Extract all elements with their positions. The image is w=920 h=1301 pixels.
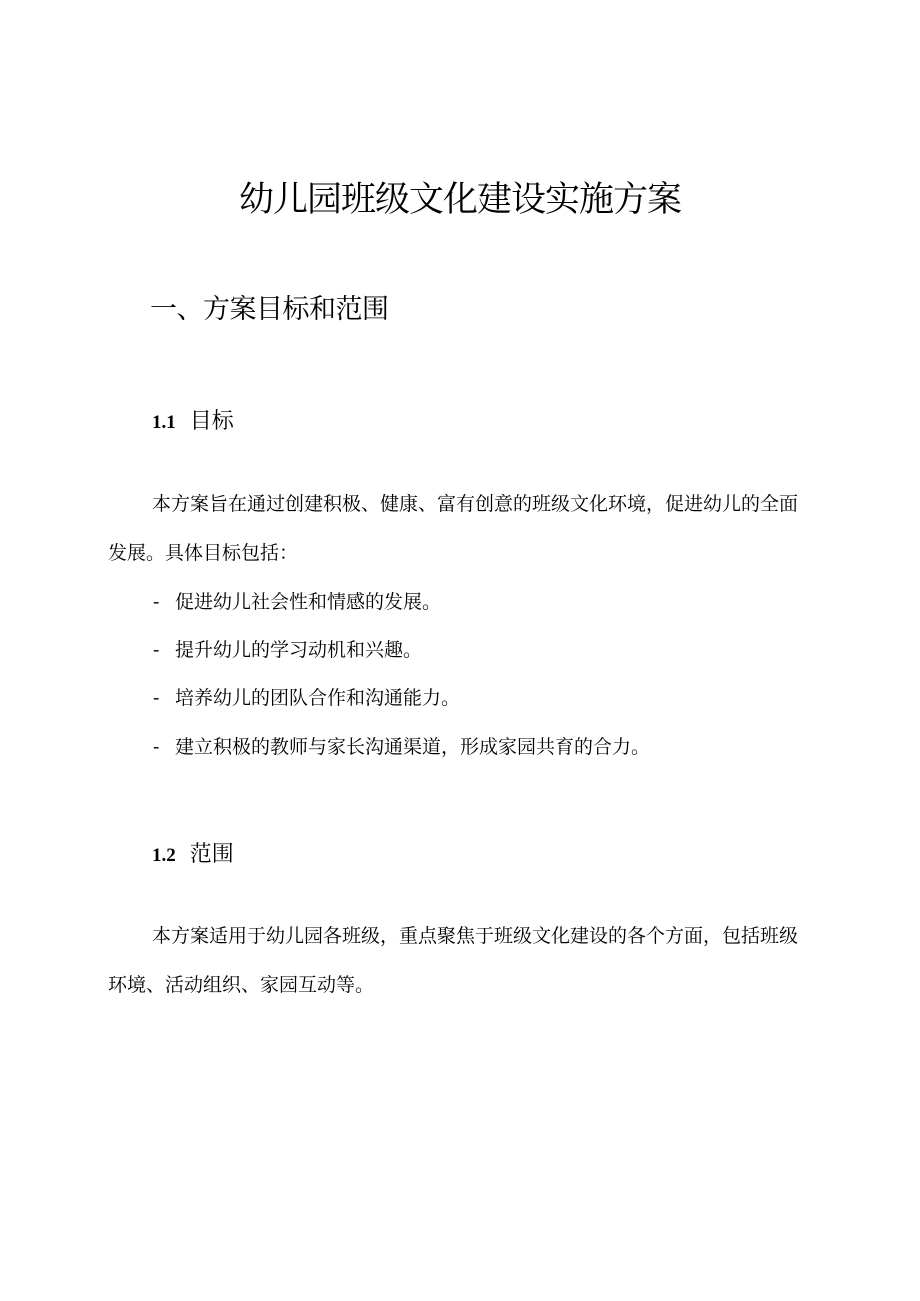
- bullet-marker: -: [153, 687, 160, 709]
- scope-paragraph: 本方案适用于幼儿园各班级，重点聚焦于班级文化建设的各个方面，包括班级环境、活动组织、家园互动等。: [108, 925, 799, 996]
- goal-bullet: [153, 634, 422, 666]
- bullet-marker: -: [153, 591, 160, 613]
- subsection-heading-goals: [152, 406, 234, 439]
- subsection-label: 范围: [189, 842, 234, 867]
- goal-bullet: [153, 586, 441, 618]
- goal-bullet-text: 促进幼儿社会性和情感的发展。: [175, 591, 442, 613]
- goal-bullet: [153, 682, 460, 714]
- subsection-number: 1.2: [152, 845, 176, 866]
- subsection-number: 1.1: [152, 412, 176, 433]
- bullet-marker: -: [153, 736, 160, 758]
- goal-bullet: [153, 731, 650, 763]
- subsection-label: 目标: [189, 409, 234, 434]
- goals-intro-paragraph: 本方案旨在通过创建积极、健康、富有创意的班级文化环境，促进幼儿的全面发展。具体目标包括：: [108, 493, 799, 564]
- section-heading-goals-scope: 一、方案目标和范围: [150, 294, 389, 325]
- goal-bullet-text: 建立积极的教师与家长沟通渠道，形成家园共育的合力。: [175, 736, 651, 758]
- goal-bullet-text: 培养幼儿的团队合作和沟通能力。: [175, 687, 461, 709]
- bullet-marker: -: [153, 639, 160, 661]
- document-title: 幼儿园班级文化建设实施方案: [238, 180, 681, 220]
- subsection-heading-scope: [152, 839, 234, 872]
- goal-bullet-text: 提升幼儿的学习动机和兴趣。: [175, 639, 423, 661]
